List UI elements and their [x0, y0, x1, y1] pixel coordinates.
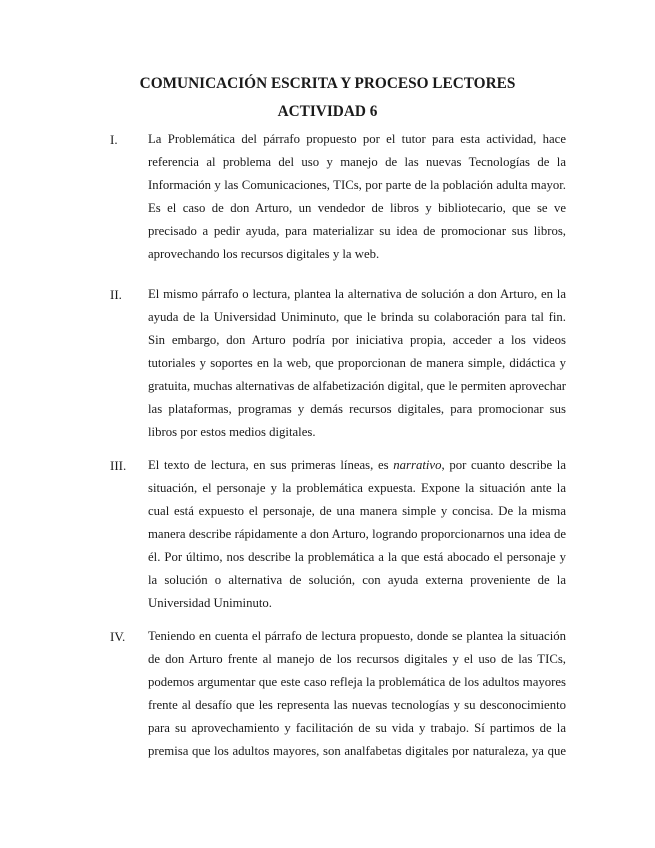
paragraph-line: podemos argumentar que este caso refleja la problemática de los adultos mayores [148, 675, 566, 689]
line-text: El texto de lectura, en sus primeras líneas, es [148, 458, 394, 472]
paragraph-line: él. Por último, nos describe la problemática a la que está abocado el personaje y [148, 550, 566, 564]
paragraph-line: El mismo párrafo o lectura, plantea la alternativa de solución a don Arturo, en la [148, 287, 566, 301]
section-numeral: I. [110, 132, 118, 147]
italic-term: narrativo [393, 458, 442, 472]
activity-subtitle: ACTIVIDAD 6 [277, 103, 378, 120]
paragraph-line: libros por estos medios digitales. [148, 425, 316, 439]
paragraph-line: las plataformas, programas y demás recursos digitales, para promocionar sus [148, 402, 566, 416]
paragraph-line: la solución o alternativa de solución, con ayuda externa proveniente de la [148, 573, 566, 587]
paragraph-line: ayuda de la Universidad Uniminuto, que le brinda su colaboración para tal fin. [148, 310, 566, 324]
paragraph-line: frente al desafío que les representa las nuevas tecnologías y su desconocimiento [148, 698, 566, 712]
section-paragraph [148, 454, 566, 615]
paragraph-line [148, 454, 566, 477]
paragraph-line: cual está expuesto el personaje, de una manera simple y concisa. De la misma [148, 504, 566, 518]
paragraph-line: situación, el personaje y la problemática expuesta. Expone la situación ante la [148, 481, 566, 495]
line-text: , por cuanto describe la [441, 458, 566, 472]
paragraph-line: Teniendo en cuenta el párrafo de lectura propuesto, donde se plantea la situación [148, 629, 566, 643]
paragraph-line: Universidad Uniminuto. [148, 596, 272, 610]
paragraph-line: premisa que los adultos mayores, son analfabetas digitales por naturaleza, ya que [148, 744, 566, 758]
section-paragraph [148, 625, 566, 763]
section-numeral: II. [110, 287, 122, 302]
paragraph-line: gratuita, muchas alternativas de alfabetización digital, que le permiten aprovechar [148, 379, 566, 393]
paragraph-line: precisado a pedir ayuda, para materializar su idea de promocionar sus libros, [148, 224, 566, 238]
paragraph-line: manera describe rápidamente a don Arturo, logrando proporcionarnos una idea de [148, 527, 566, 541]
paragraph-line: aprovechando los recursos digitales y la web. [148, 247, 380, 261]
section-numeral: III. [110, 458, 127, 473]
paragraph-line: La Problemática del párrafo propuesto por el tutor para esta actividad, hace [148, 132, 566, 146]
paragraph-line: para su aprovechamiento y facilitación de su vida y trabajo. Sí partimos de la [148, 721, 566, 735]
paragraph-line: Sin embargo, don Arturo podría por iniciativa propia, acceder a los videos [148, 333, 566, 347]
paragraph-line: referencia al problema del uso y manejo de las nuevas Tecnologías de la [148, 155, 566, 169]
paragraph-line: de don Arturo frente al manejo de los recursos digitales y el uso de las TICs, [148, 652, 566, 666]
paragraph-line: tutoriales y soportes en la web, que proporcionan de manera simple, didáctica y [148, 356, 566, 370]
section-numeral: IV. [110, 629, 126, 644]
paragraph-line: Información y las Comunicaciones, TICs, por parte de la población adulta mayor. [148, 178, 566, 192]
section-paragraph [148, 283, 566, 444]
document-title: COMUNICACIÓN ESCRITA Y PROCESO LECTORES [139, 75, 516, 92]
paragraph-line: Es el caso de don Arturo, un vendedor de libros y bibliotecario, que se ve [148, 201, 566, 215]
section-paragraph [148, 128, 566, 266]
